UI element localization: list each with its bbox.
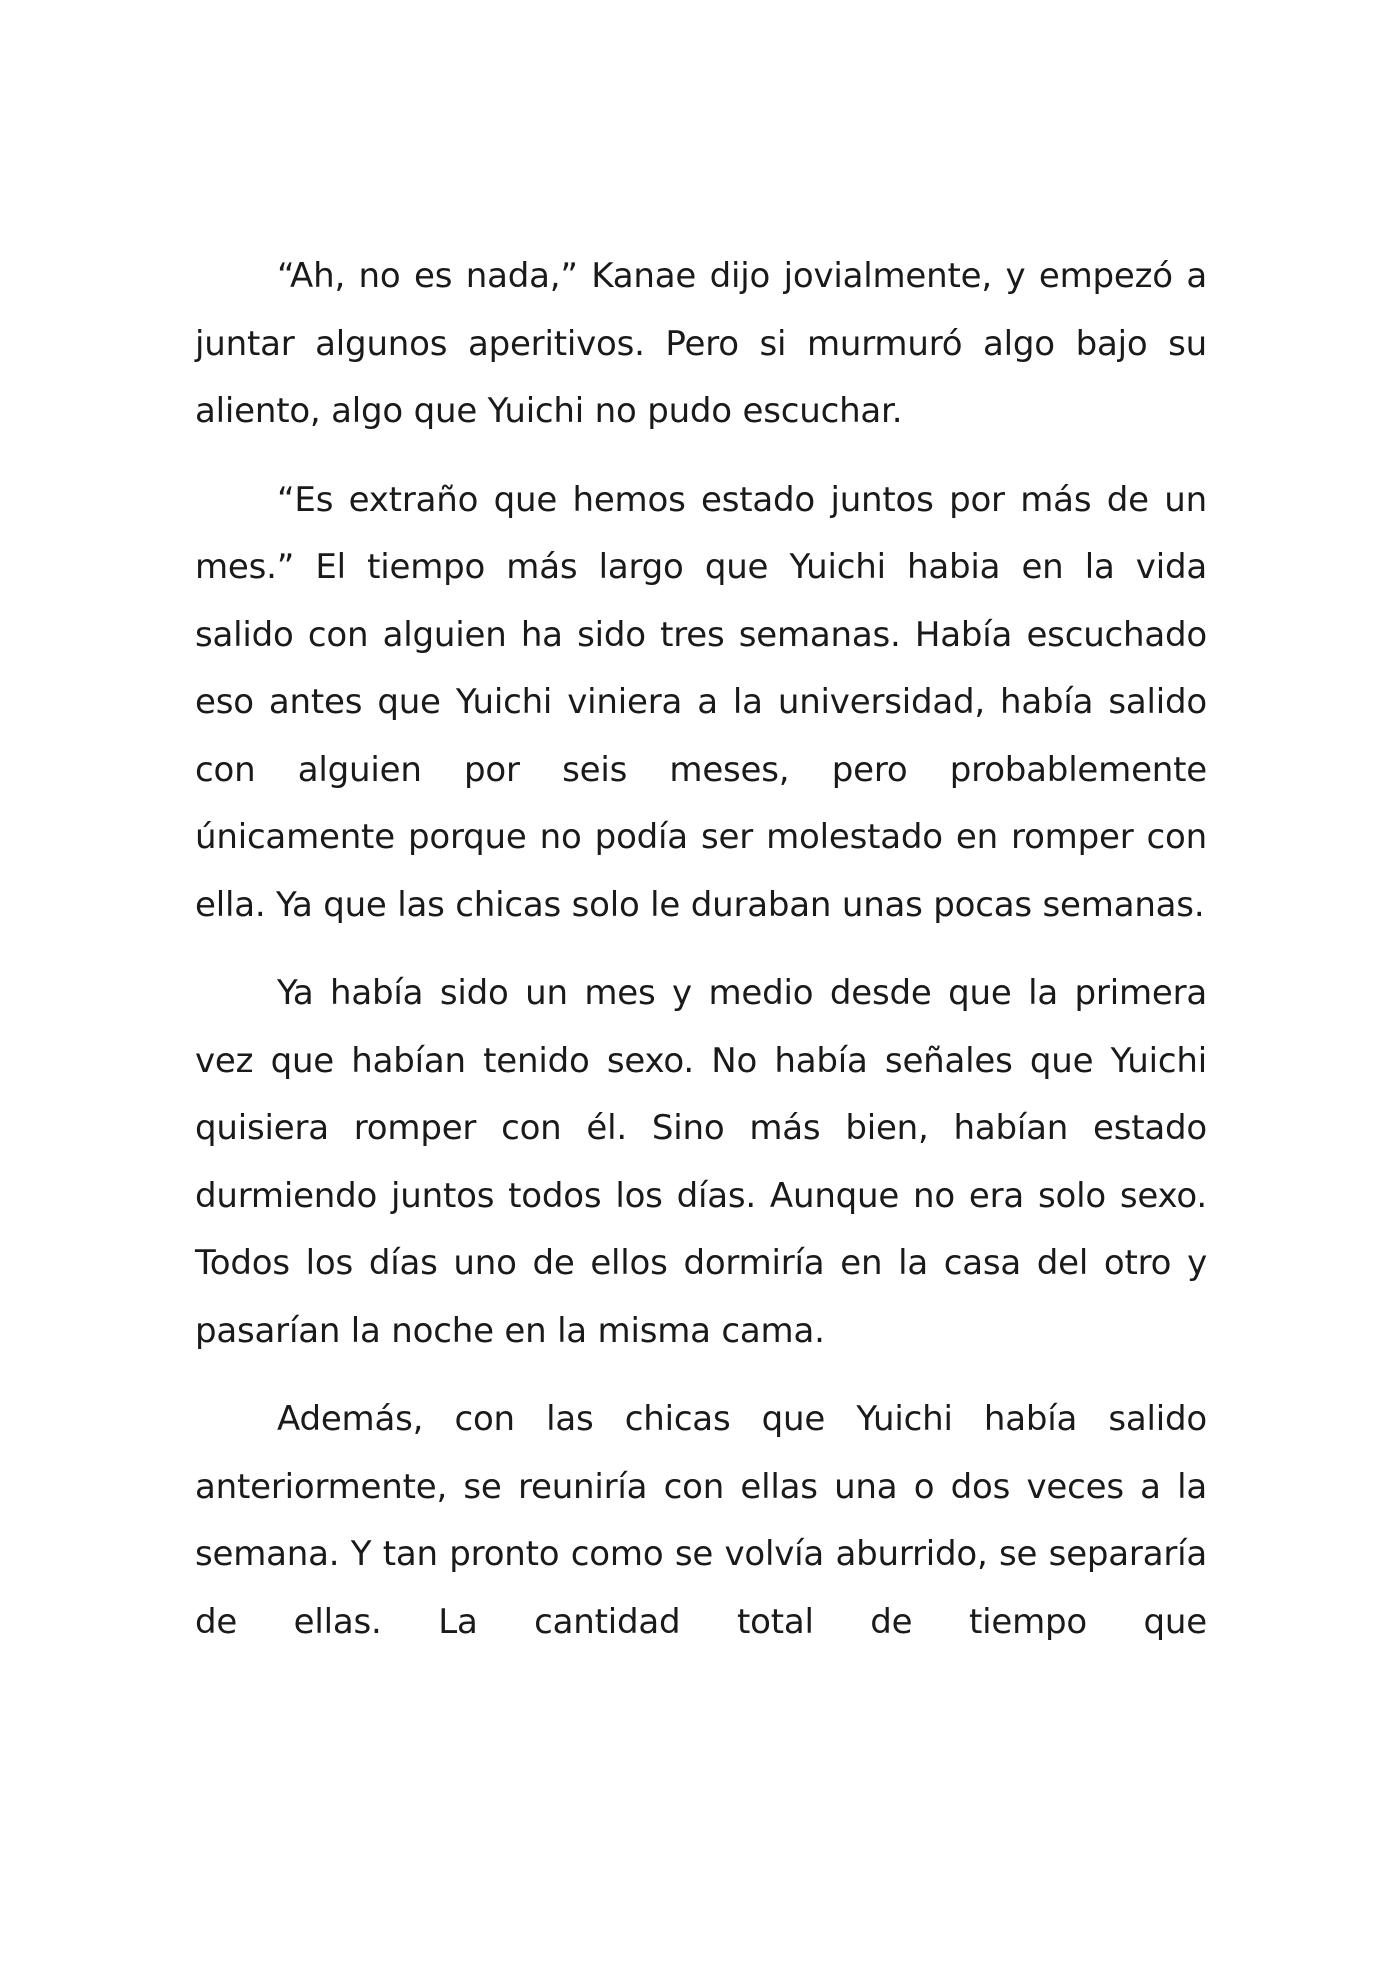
paragraph-2: “Es extraño que hemos estado juntos por más de un mes.” El tiempo más largo que Yuichi habia en la vida salido con alguien ha sido tres semanas. Había escuchado eso antes que Yuichi viniera a la universidad, había salido con alguien por seis meses, pero probablemente únicamente porque no podía ser molestado en romper con ella. Ya que las chicas solo le duraban unas pocas semanas. [195, 479, 1207, 925]
text-body [195, 243, 1207, 1677]
paragraph-1: “Ah, no es nada,” Kanae dijo jovialmente, y empezó a juntar algunos aperitivos. Pero si murmuró algo bajo su aliento, algo que Yuichi no pudo escuchar. [195, 256, 1207, 431]
paragraph-4: Además, con las chicas que Yuichi había salido anteriormente, se reuniría con ellas una o dos veces a la semana. Y tan pronto como se volvía aburrido, se separaría de ellas. La cantidad total de tiempo que [195, 1399, 1207, 1642]
paragraph-3: Ya había sido un mes y medio desde que la primera vez que habían tenido sexo. No había señales que Yuichi quisiera romper con él. Sino más bien, habían estado durmiendo juntos todos los días. Aunque no era solo sexo. Todos los días uno de ellos dormiría en la casa del otro y pasarían la noche en la misma cama. [195, 973, 1207, 1351]
